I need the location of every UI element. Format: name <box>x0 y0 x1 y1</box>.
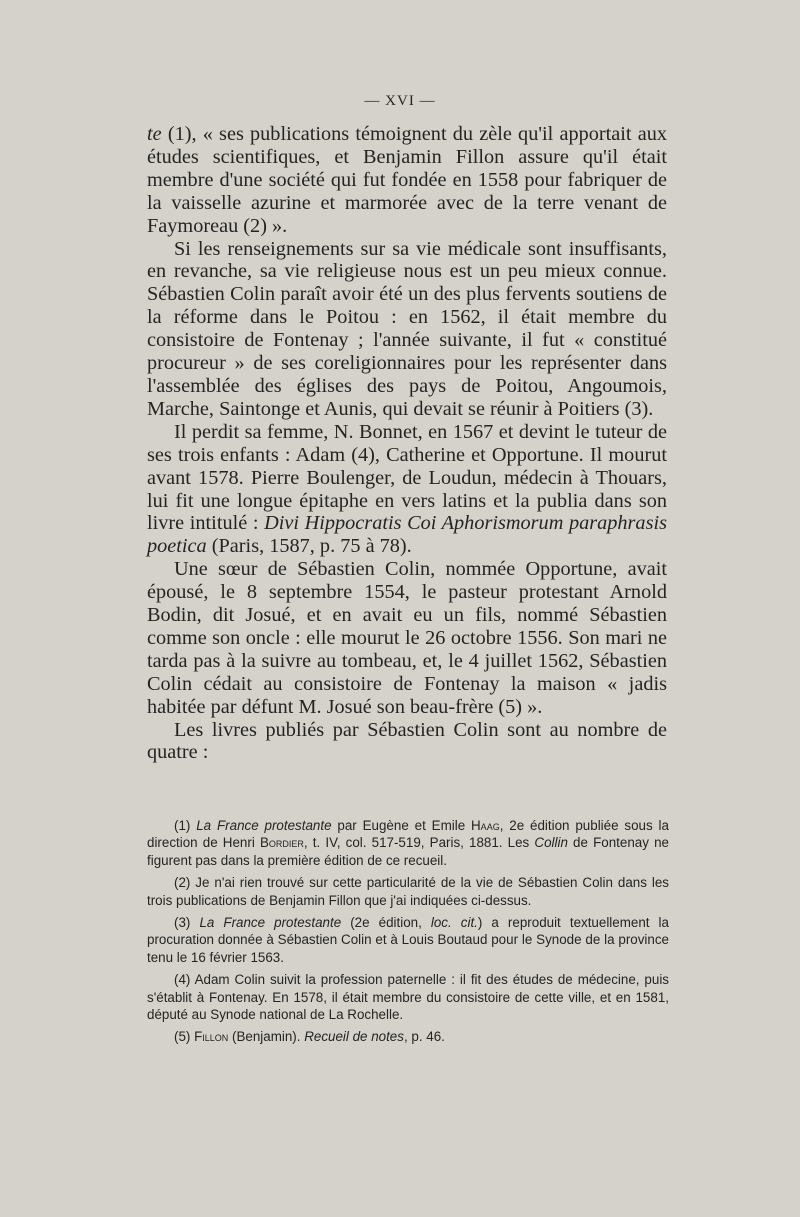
text-run: par Eugène et Emile <box>331 818 472 833</box>
paragraph-4: Une sœur de Sébastien Colin, nommée Opportune, avait épousé, le 8 septembre 1554, le pasteur protestant Arnold Bodin, dit Josué, et en avait eu un fils, nommé Sébastien comme son oncle : elle mourut le 26 octobre 1556. Son mari ne tarda pas à la suivre au tombeau, et, le 4 juillet 1562, Sébastien Colin cédait au consistoire de Fontenay la maison « jadis habitée par défunt M. Josué son beau-frère (5) ». <box>147 558 667 718</box>
text-run: (1), « ses publications témoignent du zèle qu'il apportait aux études scientifiques, et Benjamin Fillon assure qu'il était membre d'une société qui fut fondée en 1558 pour fabriquer de la vaisselle azurine et marmorée avec de la terre venant de Faymoreau (2) ». <box>147 123 667 237</box>
footnotes <box>147 817 669 1046</box>
author-name: Bordier <box>259 835 304 851</box>
main-text <box>147 123 667 764</box>
footnote-2: (2) Je n'ai rien trouvé sur cette particularité de la vie de Sébastien Colin dans les trois publications de Benjamin Fillon que j'ai indiquées ci-dessus. <box>147 875 669 908</box>
page-number: — XVI — <box>364 93 436 109</box>
text-run: de Fontenay ne figurent pas dans la première édition de ce recueil. <box>147 835 669 868</box>
author-name: Haag <box>471 818 500 833</box>
footnote-5 <box>147 1028 669 1045</box>
text-run: (2e édition, <box>341 915 431 931</box>
italic-text: te <box>147 123 162 145</box>
text-run: (3) <box>174 915 200 931</box>
text-run: , 2e édition publiée sous la direction de Henri <box>147 818 669 851</box>
text-run: (1) <box>174 818 197 833</box>
text-run: Il perdit sa femme, N. Bonnet, en 1567 et devint le tuteur de ses trois enfants : Adam (4), Catherine et Opportune. Il mourut avant 1578. Pierre Boulenger, de Loudun, médecin à Thouars, lui fit une longue épitaphe en vers latins et la publia dans son livre intitulé : <box>147 420 667 535</box>
paragraph-1 <box>147 123 667 238</box>
paragraph-2: Si les renseignements sur sa vie médicale sont insuffisants, en revanche, sa vie religieuse nous est un peu mieux connue. Sébastien Colin paraît avoir été un des plus fervents soutiens de la réforme dans le Poitou : en 1562, il était membre du consistoire de Fontenay ; l'année suivante, il fut « constitué procureur » de ses coreligionnaires pour les représenter dans l'assemblée des églises des pays de Poitou, Angoumois, Marche, Saintonge et Aunis, qui devait se réunir à Poitiers (3). <box>147 237 667 420</box>
book-title: Divi Hippocratis Coi Aphorismorum paraphrasis poetica <box>147 512 667 558</box>
italic-text: La France protestante <box>196 818 332 833</box>
text-run: (Paris, 1587, p. 75 à 78). <box>206 535 412 558</box>
footnote-4: (4) Adam Colin suivit la profession paternelle : il fit des études de médecine, puis s'établit à Fontenay. En 1578, il était membre du consistoire de cette ville, et en 1581, député au Synode national de La Rochelle. <box>147 972 669 1023</box>
italic-text: Collin <box>534 835 568 851</box>
author-name: Fillon <box>194 1029 229 1045</box>
italic-text: La France protestante <box>199 915 342 931</box>
text-run: , p. 46. <box>403 1029 445 1045</box>
paragraph-3 <box>147 421 667 558</box>
italic-text: Recueil de notes <box>304 1029 404 1045</box>
text-run: , t. IV, col. 517-519, Paris, 1881. Les <box>303 835 535 851</box>
footnote-3 <box>147 914 669 966</box>
text-run: ) a reproduit textuellement la procuration donnée à Sébastien Colin et à Louis Boutaud pour le Synode de la province tenu le 16 février 1563. <box>147 915 669 965</box>
text-run: (Benjamin). <box>228 1029 305 1045</box>
text-run: (5) <box>174 1029 195 1045</box>
paragraph-5: Les livres publiés par Sébastien Colin sont au nombre de quatre : <box>147 718 667 764</box>
footnote-1 <box>147 817 669 869</box>
italic-text: loc. cit. <box>430 915 478 931</box>
